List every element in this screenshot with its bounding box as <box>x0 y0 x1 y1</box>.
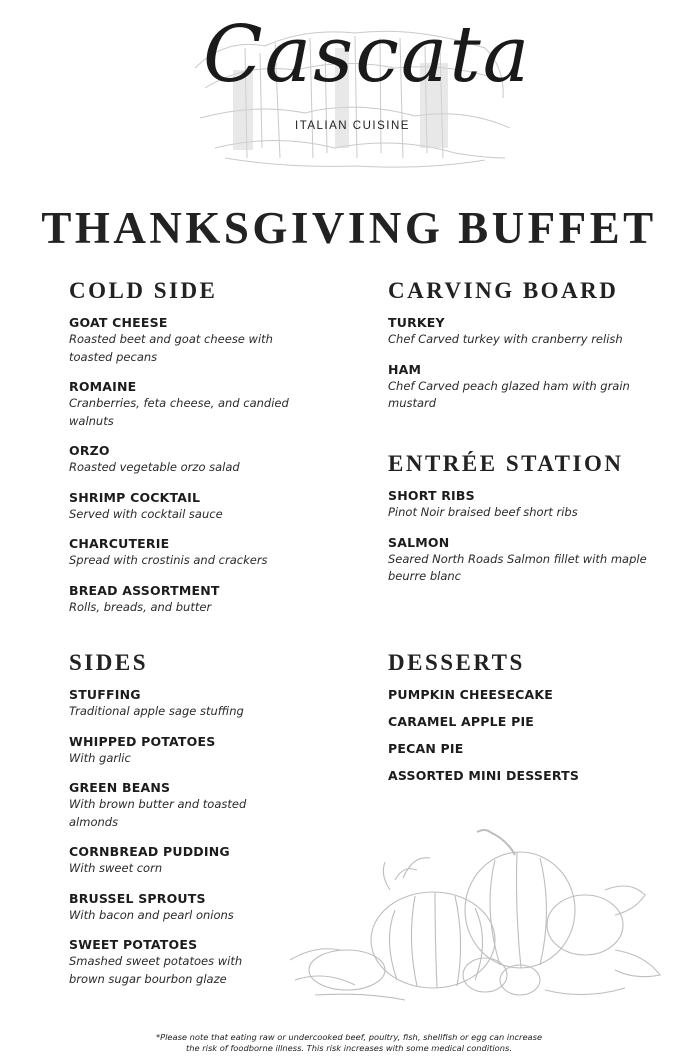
menu-item <box>69 582 369 617</box>
item-description: Roasted vegetable orzo salad <box>69 460 240 474</box>
section-title: ENTRÉE STATION <box>388 451 624 476</box>
page-title: THANKSGIVING BUFFET <box>41 203 657 253</box>
brand-name: Cascata <box>203 10 532 100</box>
item-description: Chef Carved peach glazed ham with grain mustard <box>388 378 630 410</box>
menu-item <box>388 314 678 349</box>
item-description: Rolls, breads, and butter <box>69 599 212 614</box>
section-entree-station <box>388 451 678 598</box>
menu-item <box>69 442 369 477</box>
menu-item <box>388 361 678 413</box>
item-description: Roasted beet and goat cheese with toasted pecans <box>69 332 273 364</box>
menu-item <box>69 686 369 721</box>
item-name: BREAD ASSORTMENT <box>69 582 220 598</box>
section-desserts <box>388 650 678 794</box>
menu-item <box>69 535 369 570</box>
item-description: Chef Carved turkey with cranberry relish <box>388 332 623 346</box>
menu-item <box>69 733 369 768</box>
section-title: CARVING BOARD <box>388 278 619 303</box>
pumpkin-sketch-icon <box>285 820 665 1010</box>
menu-item <box>388 534 678 586</box>
item-name: CARAMEL APPLE PIE <box>388 714 535 729</box>
item-name: TURKEY <box>388 315 445 330</box>
section-title: COLD SIDE <box>69 278 218 303</box>
item-name: SALMON <box>388 534 450 550</box>
menu-item <box>388 487 678 522</box>
item-name: ORZO <box>69 443 110 458</box>
footnote <box>0 1032 698 1054</box>
item-name: SHRIMP COCKTAIL <box>69 489 201 505</box>
item-description: With garlic <box>69 750 131 765</box>
item-description: With brown butter and toasted almonds <box>69 797 247 829</box>
section-title: DESSERTS <box>388 650 525 675</box>
item-name: CORNBREAD PUDDING <box>69 844 230 859</box>
menu-item <box>69 489 369 524</box>
item-name: CHARCUTERIE <box>69 536 170 551</box>
item-description: With sweet corn <box>69 861 163 875</box>
item-name: SHORT RIBS <box>388 488 475 503</box>
section-title: SIDES <box>69 650 148 675</box>
item-name: ASSORTED MINI DESSERTS <box>388 768 580 783</box>
menu-item <box>69 378 369 430</box>
footnote-line: *Please note that eating raw or undercooked beef, poultry, fish, shellfish or egg can increase <box>155 1032 543 1042</box>
item-description: Served with cocktail sauce <box>69 506 223 521</box>
item-description: With bacon and pearl onions <box>69 907 234 922</box>
brand-subtitle: ITALIAN CUISINE <box>295 120 410 132</box>
item-description: Traditional apple sage stuffing <box>69 704 244 718</box>
item-description: Smashed sweet potatoes with brown sugar bourbon glaze <box>69 954 243 986</box>
item-description: Pinot Noir braised beef short ribs <box>388 505 578 519</box>
logo <box>185 8 532 173</box>
section-carving-board <box>388 278 678 425</box>
item-name: SWEET POTATOES <box>69 937 198 952</box>
section-cold-side <box>69 278 369 628</box>
item-name: PUMPKIN CHEESECAKE <box>388 687 553 702</box>
item-description: Spread with crostinis and crackers <box>69 553 268 567</box>
item-name: GOAT CHEESE <box>69 315 168 330</box>
item-name: GREEN BEANS <box>69 780 171 795</box>
item-name: WHIPPED POTATOES <box>69 733 216 749</box>
footnote-line: the risk of foodborne illness. This risk increases with some medical conditions. <box>186 1043 512 1053</box>
item-name: HAM <box>388 361 422 377</box>
item-description: Seared North Roads Salmon fillet with maple beurre blanc <box>388 551 647 583</box>
item-description: Cranberries, feta cheese, and candied walnuts <box>69 396 289 428</box>
item-name: PECAN PIE <box>388 741 464 756</box>
item-name: STUFFING <box>69 687 141 702</box>
item-name: ROMAINE <box>69 379 137 394</box>
item-name: BRUSSEL SPROUTS <box>69 890 206 906</box>
menu-item <box>69 314 369 366</box>
